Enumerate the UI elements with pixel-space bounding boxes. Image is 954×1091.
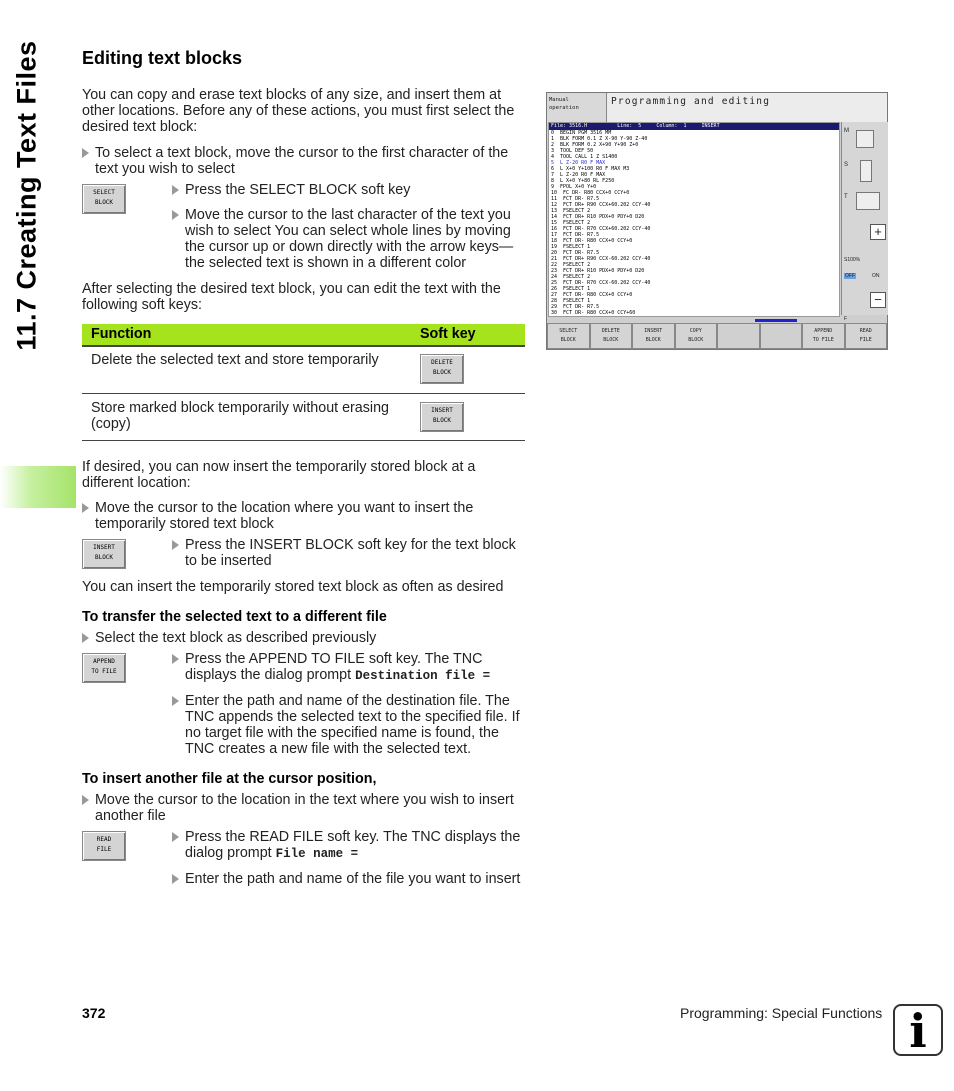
program-line[interactable]: 19 FSELECT 1 <box>551 244 591 250</box>
insert-block-softkey-table[interactable]: INSERT BLOCK <box>420 402 464 432</box>
program-line[interactable]: 21 FCT DR+ R90 CCX-60.202 CCY-40 <box>551 256 651 262</box>
plus-icon: + <box>870 224 886 240</box>
insert-block-softkey[interactable]: INSERT BLOCK <box>82 539 126 569</box>
program-line[interactable]: 25 FCT DR- R70 CCX-60.202 CCY-40 <box>551 280 651 286</box>
side-label-m: M <box>844 128 849 134</box>
minus-icon: − <box>870 292 886 308</box>
table-divider <box>82 345 525 347</box>
step-press-select: Press the SELECT BLOCK soft key <box>172 182 532 198</box>
program-line[interactable]: 1 BLK FORM 0.1 Z X-90 Y-90 Z-40 <box>551 136 648 142</box>
program-line[interactable]: 14 FCT DR+ R10 PDX+0 PDY+0 D20 <box>551 214 645 220</box>
program-line[interactable]: 16 FCT DR- R70 CCX+60.202 CCY-40 <box>551 226 651 232</box>
table-header-function: Function <box>91 326 152 342</box>
destination-prompt: Destination file = <box>355 669 491 683</box>
program-line[interactable]: 28 FSELECT 1 <box>551 298 591 304</box>
after-select-paragraph: After selecting the desired text block, you can edit the text with the following soft keys: <box>82 281 501 313</box>
program-line[interactable]: 18 FCT DR- R80 CCX+0 CCY+0 <box>551 238 633 244</box>
bullet-arrow-icon <box>172 210 179 220</box>
step-press-read: Press the READ FILE soft key. The TNC displays the dialog prompt File name = <box>172 829 532 862</box>
screen-insert-block-key[interactable]: INSERT BLOCK <box>632 323 675 349</box>
transfer-heading: To transfer the selected text to a different file <box>82 609 387 625</box>
screen-copy-block-key[interactable]: COPY BLOCK <box>675 323 718 349</box>
program-line[interactable]: 27 FCT DR- R80 CCX+0 CCY+0 <box>551 292 633 298</box>
program-line[interactable]: 29 FCT DR- R7.5 <box>551 304 600 310</box>
chapter-tab <box>0 466 76 508</box>
bullet-arrow-icon <box>172 874 179 884</box>
insert-note: You can insert the temporarily stored text block as often as desired <box>82 579 504 595</box>
table-row-delete-function: Delete the selected text and store temporarily <box>91 352 379 368</box>
table-header-softkey: Soft key <box>420 326 476 342</box>
program-line[interactable]: 2 BLK FORM 0.2 X+90 Y+90 Z+0 <box>551 142 639 148</box>
program-line[interactable]: 11 FCT DR- R7.5 <box>551 196 600 202</box>
operation-mode-label: Manual operation <box>547 93 607 122</box>
programming-mode-title: Programming and editing <box>607 93 887 122</box>
chapter-side-title: 11.7 Creating Text Files <box>11 40 42 351</box>
file-status-bar: File: 3516.H Line: 5 Column: 1 INSERT <box>549 123 839 130</box>
insert-intro-paragraph: If desired, you can now insert the temporarily stored block at a different location: <box>82 459 476 491</box>
table-divider <box>82 393 525 394</box>
screen-append-to-file-key[interactable]: APPEND TO FILE <box>802 323 845 349</box>
program-line[interactable]: 13 FSELECT 2 <box>551 208 591 214</box>
program-listing <box>548 122 840 317</box>
screen-select-block-key[interactable]: SELECT BLOCK <box>547 323 590 349</box>
screen-read-file-key[interactable]: READ FILE <box>845 323 888 349</box>
side-label-f: F <box>844 316 848 322</box>
side-label-off: OFF <box>845 273 855 279</box>
program-line[interactable]: 20 FCT DR- R7.5 <box>551 250 600 256</box>
program-line[interactable]: 22 FSELECT 2 <box>551 262 591 268</box>
program-line[interactable]: 10 FC DR- R80 CCX+0 CCY+0 <box>551 190 630 196</box>
bullet-arrow-icon <box>172 696 179 706</box>
program-line[interactable]: 17 FCT DR- R7.5 <box>551 232 600 238</box>
bullet-arrow-icon <box>172 832 179 842</box>
program-line[interactable]: 4 TOOL CALL 1 Z S1400 <box>551 154 618 160</box>
side-label-s100: S100% <box>844 257 861 263</box>
page-number: 372 <box>82 1005 106 1021</box>
coolant-icon <box>860 160 872 182</box>
bullet-arrow-icon <box>172 654 179 664</box>
read-file-softkey[interactable]: READ FILE <box>82 831 126 861</box>
read-heading: To insert another file at the cursor position, <box>82 771 377 787</box>
table-row-copy-function: Store marked block temporarily without erasing (copy) <box>91 400 389 432</box>
step-move-cursor: Move the cursor to the last character of the text you wish to select You can select whole lines by moving the cursor up or down directly with the arrow keys— the selected text is shown in a different color <box>172 207 532 271</box>
softkey-bank-indicator <box>755 319 797 322</box>
step-move-insert: Move the cursor to the location where you want to insert the temporarily stored text block <box>82 500 532 532</box>
program-line[interactable]: 9 FPOL X+0 Y+0 <box>551 184 597 190</box>
program-line[interactable]: 12 FCT DR+ R90 CCX+60.202 CCY-40 <box>551 202 651 208</box>
delete-block-softkey[interactable]: DELETE BLOCK <box>420 354 464 384</box>
program-line[interactable]: 0 BEGIN PGM 3516 MM <box>551 130 612 136</box>
tool-icon <box>856 192 880 210</box>
screen-softkey-row <box>547 323 887 349</box>
step-select-start: To select a text block, move the cursor to the first character of the text you wish to select <box>82 145 532 177</box>
side-label-s: S <box>844 162 849 168</box>
bullet-arrow-icon <box>82 503 89 513</box>
side-label-t: T <box>844 194 848 200</box>
file-name-prompt: File name = <box>275 847 359 861</box>
screen-empty-key[interactable] <box>760 323 803 349</box>
machine-status-panel <box>841 122 888 322</box>
table-divider <box>82 440 525 441</box>
intro-paragraph: You can copy and erase text blocks of any size, and insert them at other locations. Before any of these actions, you must first select the desired text block: <box>82 87 515 135</box>
program-line[interactable]: 3 TOOL DEF 50 <box>551 148 594 154</box>
screen-delete-block-key[interactable]: DELETE BLOCK <box>590 323 633 349</box>
bullet-arrow-icon <box>82 148 89 158</box>
append-to-file-softkey[interactable]: APPEND TO FILE <box>82 653 126 683</box>
bullet-arrow-icon <box>172 185 179 195</box>
step-enter-destination: Enter the path and name of the destination file. The TNC appends the selected text to the specified file. If no target file with the specified name is found, the TNC creates a new file with the selected text. <box>172 693 532 757</box>
program-line[interactable]: 7 L Z-20 R0 F MAX <box>551 172 606 178</box>
section-heading: Editing text blocks <box>82 48 243 68</box>
info-icon: i <box>893 1004 943 1056</box>
bullet-arrow-icon <box>82 633 89 643</box>
program-line[interactable]: 23 FCT DR+ R10 PDX+0 PDY+0 D20 <box>551 268 645 274</box>
program-line[interactable]: 30 FCT DR- R80 CCX+0 CCY+60 <box>551 310 636 316</box>
step-enter-file: Enter the path and name of the file you want to insert <box>172 871 532 887</box>
select-block-softkey[interactable]: SELECT BLOCK <box>82 184 126 214</box>
program-line[interactable]: 5 L Z-20 R0 F MAX <box>551 160 606 166</box>
tnc-screen <box>546 92 888 350</box>
program-line[interactable]: 8 L X+0 Y+80 RL F250 <box>551 178 615 184</box>
screen-empty-key[interactable] <box>717 323 760 349</box>
spindle-icon <box>856 130 874 148</box>
bullet-arrow-icon <box>82 795 89 805</box>
footer-chapter-title: Programming: Special Functions <box>680 1005 883 1021</box>
step-select-previous: Select the text block as described previously <box>82 630 532 646</box>
program-line[interactable]: 26 FSELECT 1 <box>551 286 591 292</box>
step-move-read: Move the cursor to the location in the text where you wish to insert another file <box>82 792 532 824</box>
side-label-on: ON <box>872 273 880 279</box>
step-press-append: Press the APPEND TO FILE soft key. The TNC displays the dialog prompt Destination file = <box>172 651 532 684</box>
program-line[interactable]: 15 FSELECT 2 <box>551 220 591 226</box>
program-line[interactable]: 6 L X+0 Y+100 R0 F MAX M3 <box>551 166 630 172</box>
step-press-insert: Press the INSERT BLOCK soft key for the text block to be inserted <box>172 537 532 569</box>
program-line[interactable]: 24 FSELECT 2 <box>551 274 591 280</box>
bullet-arrow-icon <box>172 540 179 550</box>
